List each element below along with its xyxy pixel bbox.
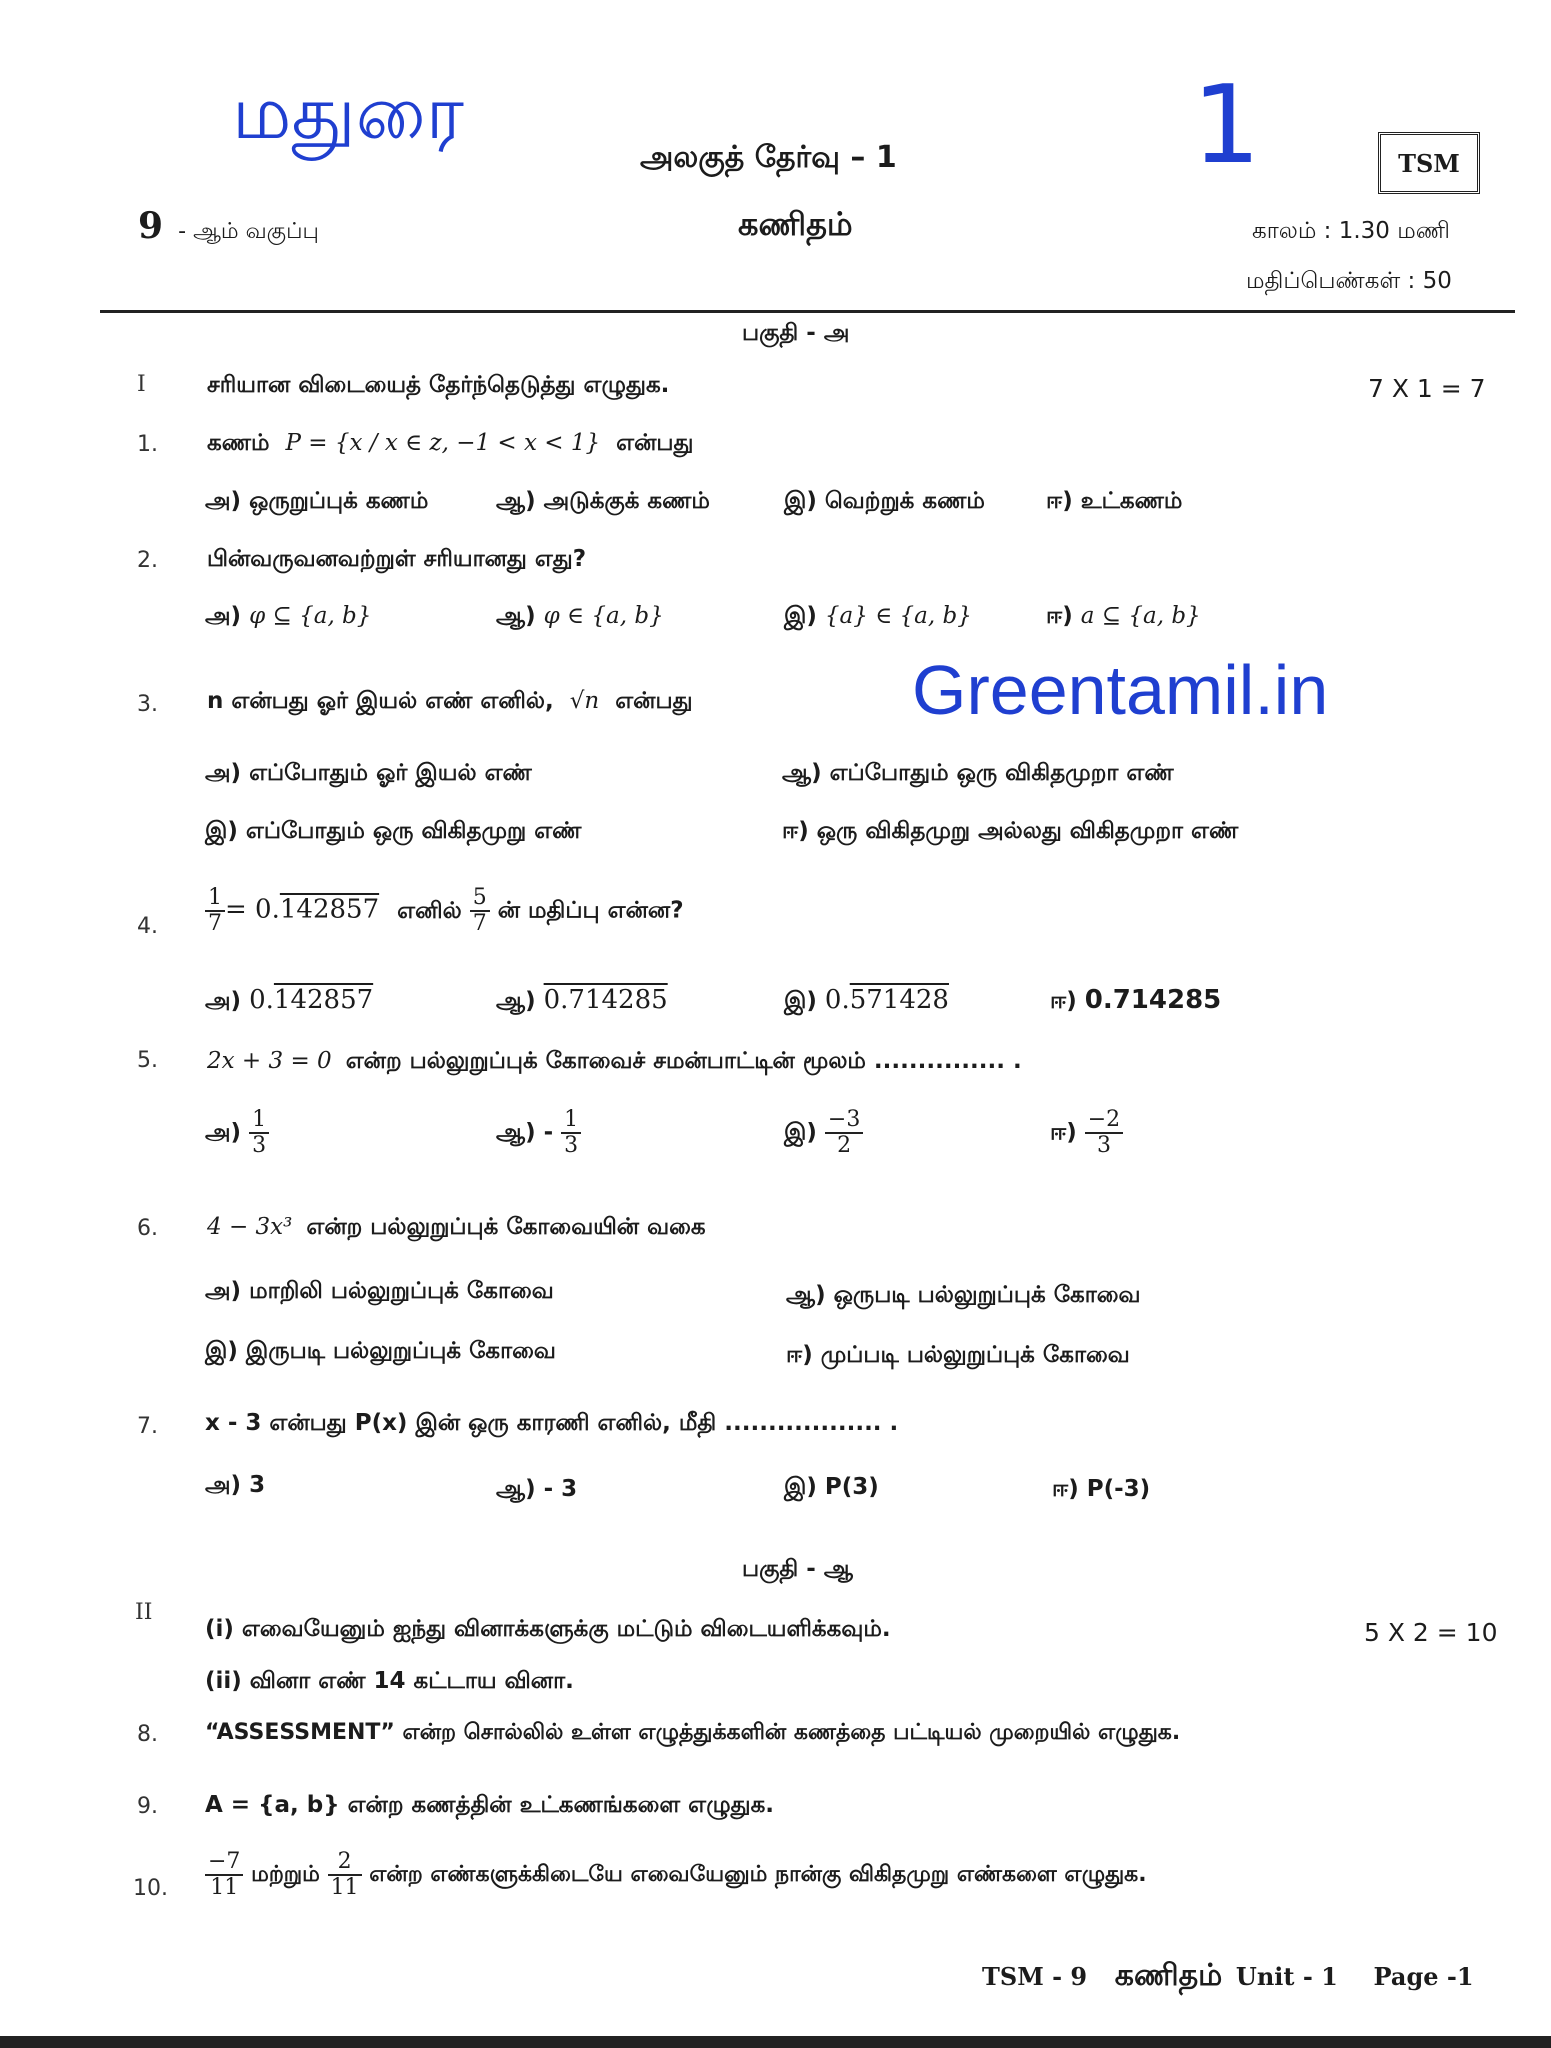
q3-option-a: அ) எப்போதும் ஓர் இயல் எண் [205, 760, 532, 786]
q7-text: x - 3 என்பது P(x) இன் ஒரு காரணி எனில், மீதி .................. . [205, 1410, 899, 1436]
q5-option-a-frac [249, 1108, 269, 1158]
exam-title: அலகுத் தேர்வு – 1 [640, 140, 897, 175]
q7-option-c: இ) P(3) [784, 1474, 879, 1500]
q2-option-c-label: இ) [784, 603, 817, 629]
q6-option-a: அ) மாறிலி பல்லுறுப்புக் கோவை [205, 1278, 554, 1304]
q2-option-a [205, 603, 371, 632]
page-number: 1 [1192, 63, 1261, 188]
q1-option-c: இ) வெற்றுக் கணம் [784, 488, 985, 514]
q1-number: 1. [137, 432, 158, 457]
q5-option-d-label: ஈ) [1050, 1119, 1077, 1146]
q10-fraction-2 [328, 1850, 362, 1900]
q2-number: 2. [137, 548, 158, 573]
q10-number: 10. [133, 1876, 168, 1901]
q2-option-c [784, 603, 972, 632]
q3-option-b: ஆ) எப்போதும் ஒரு விகிதமுறா எண் [782, 760, 1174, 786]
marks-label: மதிப்பெண்கள் : 50 [1246, 268, 1452, 294]
q4-suffix: ன் மதிப்பு என்ன? [497, 897, 684, 924]
q4-fraction-1-den: 7 [208, 911, 222, 937]
q4-option-c [784, 985, 949, 1017]
section-b-instruction-1: (i) எவையேனும் ஐந்து வினாக்களுக்கு மட்டும் விடையளிக்கவும். [205, 1616, 891, 1642]
q4-option-b-rep: 0.714285 [543, 985, 668, 1015]
q1-suffix: என்பது [616, 430, 694, 456]
q5-option-d-frac [1085, 1108, 1123, 1158]
q4-fraction-1-num: 1 [205, 886, 225, 912]
q5-option-d [1050, 1108, 1123, 1158]
q5-option-d-num: −2 [1085, 1108, 1123, 1134]
q7-number: 7. [137, 1414, 158, 1439]
q5-number: 5. [137, 1048, 158, 1073]
q4-mid: எனில் [397, 897, 462, 924]
q3-suffix: என்பது [615, 688, 693, 714]
q8-text: “ASSESSMENT” என்ற சொல்லில் உள்ள எழுத்துக்களின் கணத்தை பட்டியல் முறையில் எழுதுக. [205, 1720, 1181, 1745]
tsm-badge: TSM [1378, 132, 1480, 194]
q9-text: A = {a, b} என்ற கணத்தின் உட்கணங்களை எழுதுக. [205, 1792, 775, 1818]
q2-option-d [1046, 603, 1201, 632]
q4-option-a-rep: 142857 [273, 985, 374, 1015]
q2-text: பின்வருவனவற்றுள் சரியானது எது? [207, 546, 587, 572]
q5-option-c [784, 1108, 863, 1158]
q4-fraction-2-den: 7 [472, 911, 487, 937]
q4-option-d [1050, 985, 1221, 1017]
q5-option-b-den: 3 [564, 1133, 579, 1159]
section-b-title: பகுதி - ஆ [742, 1556, 853, 1582]
q4-option-a-pre: 0. [249, 985, 274, 1015]
section-a-marks: 7 X 1 = 7 [1368, 374, 1486, 403]
q5-option-d-den: 3 [1096, 1133, 1111, 1159]
q4-option-d-label: ஈ) [1050, 988, 1077, 1014]
city-heading: மதுரை [232, 70, 464, 156]
q4-option-b [496, 985, 668, 1017]
q2-option-b-math: φ ∈ {a, b} [543, 603, 664, 629]
q5-body: என்ற பல்லுறுப்புக் கோவைச் சமன்பாட்டின் மூலம் ............... . [345, 1048, 1022, 1074]
footer-subject: கணிதம் [1114, 1958, 1223, 1993]
q4-option-a-label: அ) [205, 988, 242, 1014]
q2-option-d-math: a ⊆ {a, b} [1080, 603, 1201, 629]
q4-option-c-rep: 571428 [849, 985, 949, 1015]
q3-prefix: n என்பது ஓர் இயல் எண் எனில், [207, 688, 554, 714]
q10-fraction-1 [205, 1850, 243, 1900]
q10-body: என்ற எண்களுக்கிடையே எவையேனும் நான்கு விகிதமுறு எண்களை எழுதுக. [369, 1862, 1147, 1888]
q2-option-a-math: φ ⊆ {a, b} [249, 603, 372, 629]
q6-number: 6. [137, 1216, 158, 1241]
q5-option-c-label: இ) [784, 1119, 817, 1146]
q5-option-b-num: 1 [561, 1108, 581, 1134]
q2-option-b [496, 603, 664, 632]
subject-title: கணிதம் [738, 205, 853, 243]
q5-option-a-den: 3 [252, 1133, 267, 1159]
q4-eq: = 0. [225, 894, 280, 925]
q2-option-c-math: {a} ∈ {a, b} [824, 603, 972, 629]
footer [982, 1958, 1474, 1997]
q6-text [207, 1214, 706, 1243]
q4-fraction-2 [470, 886, 490, 936]
q5-option-b-label: ஆ) - [496, 1119, 554, 1146]
q5-option-b [496, 1108, 581, 1158]
q3-text [207, 688, 693, 717]
footer-code: TSM - 9 [982, 1962, 1088, 1991]
q2-option-d-label: ஈ) [1046, 603, 1073, 629]
q10-mid: மற்றும் [251, 1862, 320, 1888]
q7-option-d: ஈ) P(-3) [1052, 1476, 1151, 1502]
q5-option-c-den: 2 [837, 1133, 852, 1159]
time-label: காலம் : 1.30 மணி [1252, 218, 1450, 244]
q7-option-a: அ) 3 [205, 1472, 266, 1498]
q5-option-a-num: 1 [249, 1108, 269, 1134]
q10-text [205, 1850, 1147, 1900]
q6-option-c: இ) இருபடி பல்லுறுப்புக் கோவை [205, 1338, 556, 1364]
section-b-marks: 5 X 2 = 10 [1364, 1618, 1498, 1647]
q1-option-a: அ) ஒருறுப்புக் கணம் [205, 488, 429, 514]
q5-math: 2x + 3 = 0 [207, 1048, 332, 1074]
q4-option-b-label: ஆ) [496, 988, 536, 1014]
q4-option-d-value: 0.714285 [1084, 985, 1222, 1015]
q10-fraction-1-num: −7 [205, 1850, 243, 1876]
bottom-edge [0, 2036, 1551, 2048]
q8-number: 8. [137, 1722, 158, 1747]
q1-option-b: ஆ) அடுக்குக் கணம் [496, 488, 710, 514]
q5-option-a [205, 1108, 269, 1158]
q4-option-a [205, 985, 373, 1017]
q6-option-d: ஈ) முப்படி பல்லுறுப்புக் கோவை [786, 1342, 1130, 1368]
q5-text [207, 1048, 1022, 1077]
section-a-title: பகுதி - அ [742, 320, 850, 346]
q2-option-b-label: ஆ) [496, 603, 536, 629]
q5-option-a-label: அ) [205, 1119, 242, 1146]
q10-fraction-1-den: 11 [210, 1875, 239, 1901]
watermark-site: Greentamil.in [912, 651, 1329, 729]
q1-text [207, 430, 693, 459]
q3-option-d: ஈ) ஒரு விகிதமுறு அல்லது விகிதமுறா எண் [782, 818, 1239, 844]
q1-prefix: கணம் [207, 430, 270, 456]
q6-body: என்ற பல்லுறுப்புக் கோவையின் வகை [306, 1214, 706, 1240]
q10-fraction-2-den: 11 [330, 1875, 359, 1901]
q4-option-c-label: இ) [784, 988, 817, 1014]
q4-fraction-2-num: 5 [470, 886, 490, 912]
q3-option-c: இ) எப்போதும் ஒரு விகிதமுறு எண் [205, 818, 582, 844]
footer-unit: Unit - 1 [1235, 1962, 1338, 1991]
q7-option-b: ஆ) - 3 [496, 1476, 578, 1502]
q4-fraction-1 [205, 886, 225, 936]
q10-fraction-2-num: 2 [328, 1850, 362, 1876]
q1-math: P = {x / x ∈ z, −1 < x < 1} [285, 430, 601, 456]
q3-number: 3. [137, 692, 158, 717]
footer-page: Page -1 [1373, 1962, 1474, 1991]
class-label-group [138, 205, 319, 247]
q5-option-b-frac [561, 1108, 581, 1158]
q1-option-d: ஈ) உட்கணம் [1046, 488, 1183, 514]
q4-text [205, 886, 684, 936]
q4-repeating: 142857 [279, 894, 380, 925]
q6-math: 4 − 3x³ [207, 1214, 293, 1240]
class-label: - ஆம் வகுப்பு [178, 219, 319, 244]
class-number: 9 [138, 205, 164, 247]
q4-option-c-pre: 0. [824, 985, 850, 1015]
section-a-roman: I [137, 372, 146, 397]
header-divider [100, 310, 1515, 313]
q2-option-a-label: அ) [205, 603, 242, 629]
section-b-instruction-2: (ii) வினா எண் 14 கட்டாய வினா. [205, 1668, 574, 1694]
q6-option-b: ஆ) ஒருபடி பல்லுறுப்புக் கோவை [786, 1282, 1141, 1308]
q9-number: 9. [137, 1794, 158, 1819]
q4-number: 4. [137, 914, 158, 939]
section-a-instruction: சரியான விடையைத் தேர்ந்தெடுத்து எழுதுக. [207, 372, 670, 398]
q3-math: √n [569, 688, 600, 714]
q5-option-c-num: −3 [825, 1108, 863, 1134]
q5-option-c-frac [825, 1108, 863, 1158]
section-b-roman: II [135, 1600, 153, 1625]
